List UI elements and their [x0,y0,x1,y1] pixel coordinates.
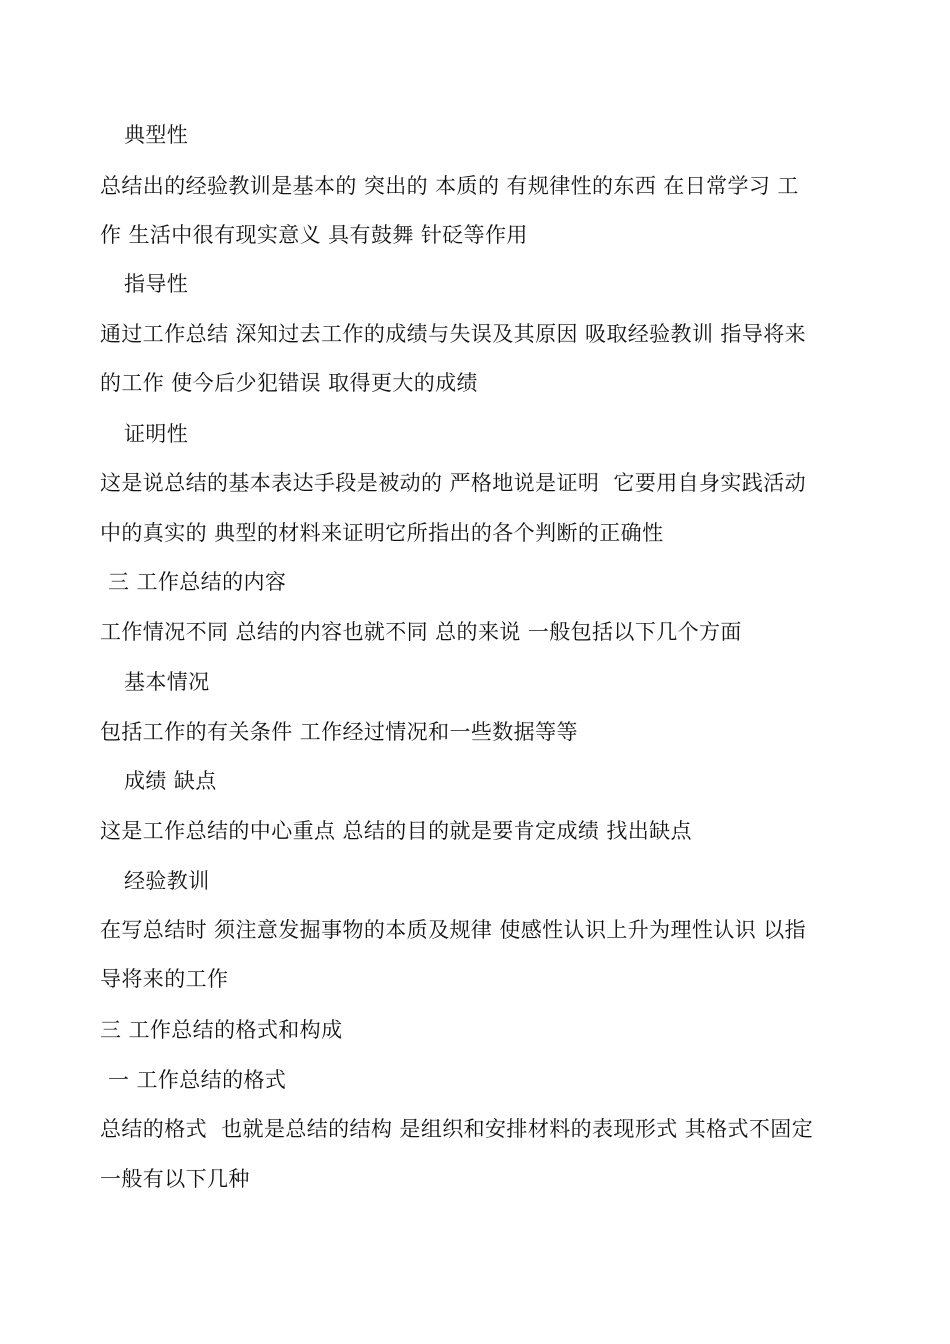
heading-proof: 证明性 [124,422,189,446]
paragraph-line: 导将来的工作 [100,967,229,991]
paragraph-line: 总结的格式 也就是总结的结构 是组织和安排材料的表现形式 其格式不固定 [100,1117,814,1141]
section-heading-format-structure: 三 工作总结的格式和构成 [100,1018,343,1042]
paragraph-line: 在写总结时 须注意发掘事物的本质及规律 使感性认识上升为理性认识 以指 [100,918,807,942]
heading-guidance: 指导性 [124,272,189,296]
paragraph-line: 的工作 使今后少犯错误 取得更大的成绩 [100,371,478,395]
heading-achievements-shortcomings: 成绩 缺点 [124,769,217,793]
paragraph-line: 总结出的经验教训是基本的 突出的 本质的 有规律性的东西 在日常学习 工 [100,174,799,198]
paragraph-line: 这是工作总结的中心重点 总结的目的就是要肯定成绩 找出缺点 [100,819,692,843]
heading-typicality: 典型性 [124,123,189,147]
paragraph-line: 工作情况不同 总结的内容也就不同 总的来说 一般包括以下几个方面 [100,620,742,644]
paragraph-line: 作 生活中很有现实意义 具有鼓舞 针砭等作用 [100,223,528,247]
paragraph-line: 通过工作总结 深知过去工作的成绩与失误及其原因 吸取经验教训 指导将来 [100,322,807,346]
paragraph-line: 包括工作的有关条件 工作经过情况和一些数据等等 [100,720,578,744]
paragraph-line: 这是说总结的基本表达手段是被动的 严格地说是证明 它要用自身实践活动 [100,471,807,495]
paragraph-line: 一般有以下几种 [100,1167,250,1191]
heading-lessons: 经验教训 [124,869,210,893]
heading-basic-situation: 基本情况 [124,670,210,694]
paragraph-line: 中的真实的 典型的材料来证明它所指出的各个判断的正确性 [100,521,664,545]
section-heading-format: 一 工作总结的格式 [108,1068,287,1092]
section-heading-content: 三 工作总结的内容 [108,570,287,594]
